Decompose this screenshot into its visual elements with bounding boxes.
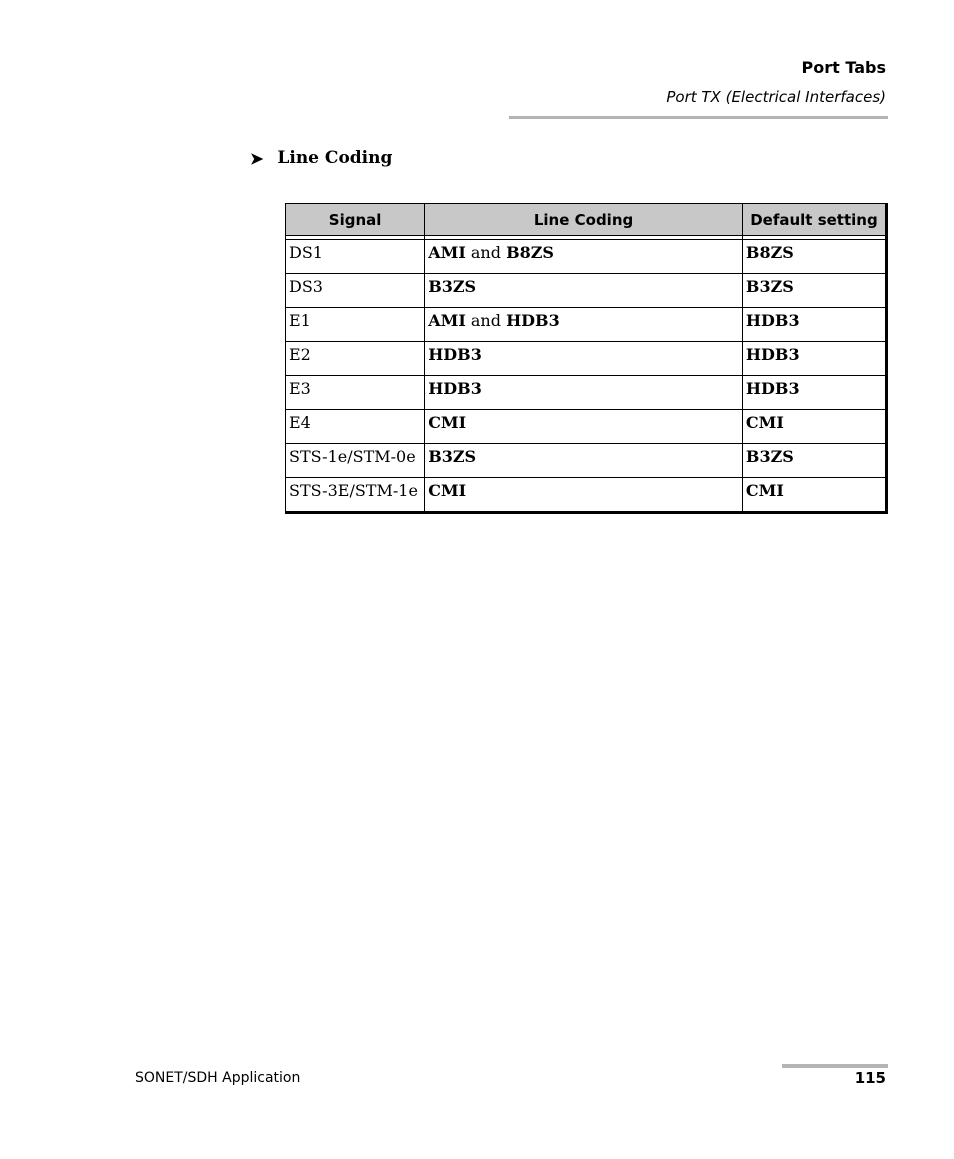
- coding-conjunction: and: [465, 243, 507, 262]
- column-header-line-coding: Line Coding: [425, 204, 743, 236]
- signal-cell: STS-3E/STM-1e: [286, 478, 425, 513]
- default-setting-cell: [742, 240, 886, 274]
- default-value: B3ZS: [745, 277, 794, 296]
- coding-conjunction: and: [465, 311, 507, 330]
- line-coding-cell: [425, 342, 743, 376]
- table-row: [286, 444, 887, 478]
- coding-value: HDB3: [428, 379, 482, 398]
- signal-cell: E3: [286, 376, 425, 410]
- default-value: HDB3: [745, 345, 800, 364]
- line-coding-cell: [425, 240, 743, 274]
- table-row: [286, 376, 887, 410]
- line-coding-cell: [425, 308, 743, 342]
- signal-cell: STS-1e/STM-0e: [286, 444, 425, 478]
- default-value: B8ZS: [745, 243, 794, 262]
- default-value: HDB3: [745, 379, 800, 398]
- coding-value: B8ZS: [506, 243, 554, 262]
- signal-cell: DS1: [286, 240, 425, 274]
- default-value: B3ZS: [745, 447, 794, 466]
- footer-document-title: SONET/SDH Application: [135, 1070, 301, 1086]
- default-setting-cell: [742, 308, 886, 342]
- page-header-title: Port Tabs: [801, 58, 886, 77]
- column-header-signal: Signal: [286, 204, 425, 236]
- table-header-row: [286, 204, 887, 236]
- coding-value: B3ZS: [428, 277, 477, 296]
- line-coding-cell: [425, 376, 743, 410]
- default-setting-cell: [742, 376, 886, 410]
- default-setting-cell: [742, 410, 886, 444]
- coding-value: B3ZS: [428, 447, 477, 466]
- line-coding-cell: [425, 444, 743, 478]
- coding-value: HDB3: [428, 345, 482, 364]
- section-title: Line Coding: [277, 148, 393, 168]
- table-row: [286, 478, 887, 513]
- signal-cell: E2: [286, 342, 425, 376]
- coding-value: CMI: [428, 413, 467, 432]
- coding-value: HDB3: [506, 311, 560, 330]
- column-header-default-setting: Default setting: [742, 204, 886, 236]
- signal-cell: DS3: [286, 274, 425, 308]
- default-setting-cell: [742, 478, 886, 513]
- section-heading: [250, 148, 392, 168]
- default-value: CMI: [745, 481, 784, 500]
- signal-cell: E4: [286, 410, 425, 444]
- header-divider: [509, 116, 888, 119]
- line-coding-cell: [425, 274, 743, 308]
- default-value: HDB3: [745, 311, 800, 330]
- table-row: [286, 308, 887, 342]
- page-header-subtitle: Port TX (Electrical Interfaces): [666, 88, 886, 106]
- line-coding-cell: [425, 410, 743, 444]
- default-setting-cell: [742, 444, 886, 478]
- coding-value: CMI: [428, 481, 467, 500]
- coding-value: AMI: [428, 311, 466, 330]
- arrow-bullet-icon: ➤: [250, 148, 264, 168]
- page-number: 115: [854, 1069, 886, 1087]
- default-setting-cell: [742, 342, 886, 376]
- line-coding-table: [285, 203, 888, 514]
- coding-value: AMI: [428, 243, 466, 262]
- table-row: [286, 274, 887, 308]
- signal-cell: E1: [286, 308, 425, 342]
- default-setting-cell: [742, 274, 886, 308]
- footer-divider: [782, 1064, 888, 1068]
- table-row: [286, 342, 887, 376]
- default-value: CMI: [745, 413, 784, 432]
- line-coding-cell: [425, 478, 743, 513]
- table-row: [286, 240, 887, 274]
- table-row: [286, 410, 887, 444]
